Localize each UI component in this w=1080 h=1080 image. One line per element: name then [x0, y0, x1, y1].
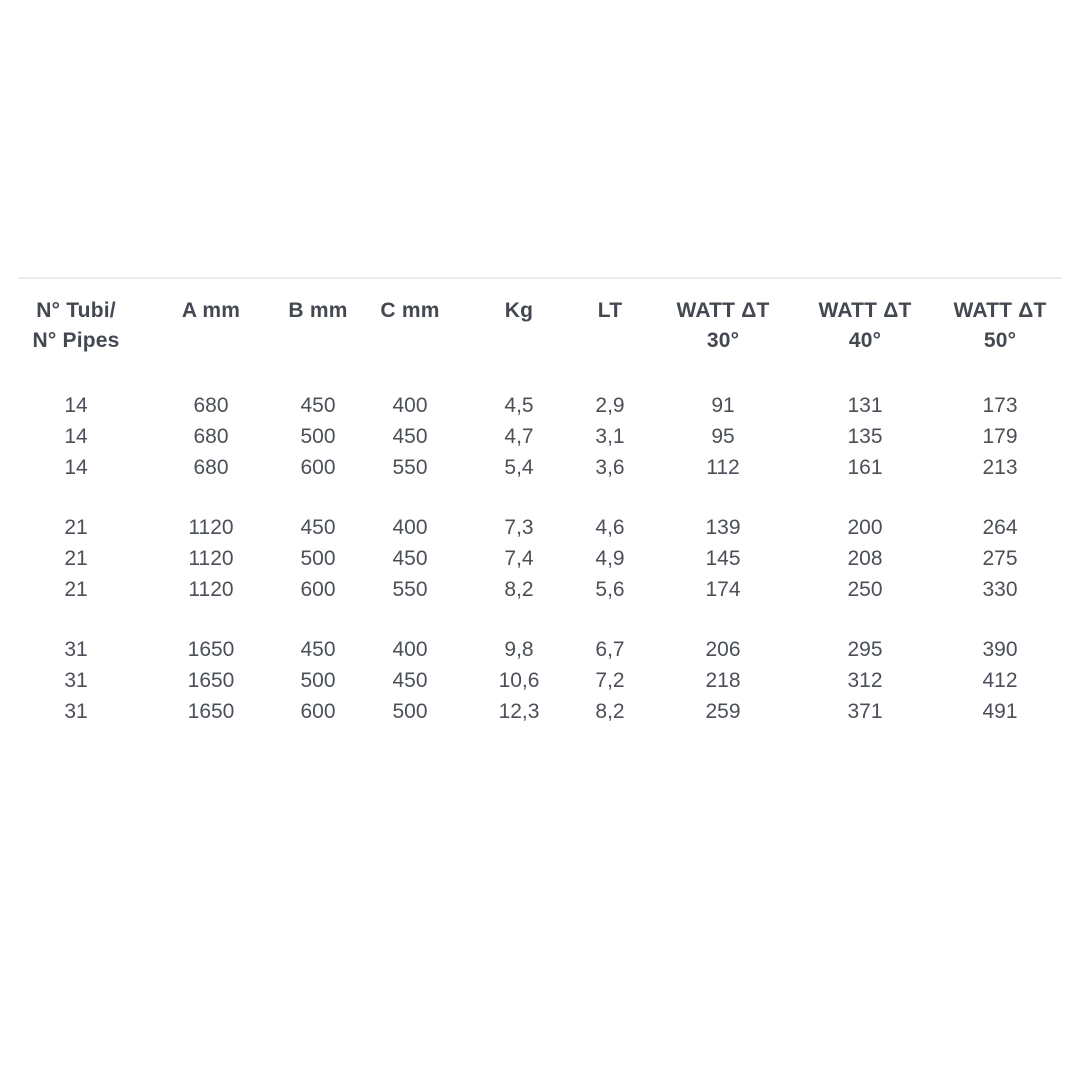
- table-cell-pipes: 14: [64, 394, 88, 417]
- table-row: [18, 543, 1062, 574]
- table-cell-watt-40: 371: [847, 700, 883, 723]
- table-cell-lt: 2,9: [595, 394, 625, 417]
- table-cell-pipes: 31: [64, 638, 88, 661]
- table-cell-b-mm: 600: [300, 700, 336, 723]
- table-cell-watt-30: 145: [705, 547, 741, 570]
- table-cell-b-mm: 450: [300, 516, 336, 539]
- table-cell-watt-30: 91: [711, 394, 735, 417]
- column-header-b-mm: [288, 296, 348, 356]
- table-cell-watt-40: 208: [847, 547, 883, 570]
- column-header-a-mm-line1: A mm: [181, 299, 241, 322]
- table-cell-a-mm: 1650: [187, 669, 235, 692]
- table-cell-a-mm: 1120: [188, 547, 234, 570]
- column-header-watt-30-line2: 30°: [706, 329, 740, 352]
- table-cell-watt-40: 312: [847, 669, 883, 692]
- column-header-pipes-line1: N° Tubi/: [36, 299, 116, 322]
- table-cell-pipes: 31: [64, 669, 88, 692]
- table-row-group: [18, 634, 1062, 727]
- spec-table: [18, 277, 1062, 727]
- column-header-pipes: [18, 296, 134, 356]
- column-header-watt-50-line1: WATT ΔT: [953, 299, 1047, 322]
- table-cell-lt: 8,2: [595, 700, 625, 723]
- table-cell-watt-30: 139: [705, 516, 741, 539]
- table-cell-watt-50: 390: [982, 638, 1018, 661]
- table-cell-watt-40: 135: [847, 425, 883, 448]
- column-header-lt: [566, 296, 654, 356]
- column-header-c-mm-line1: C mm: [380, 299, 440, 322]
- table-row: [18, 574, 1062, 605]
- table-cell-c-mm: 450: [392, 669, 428, 692]
- table-cell-watt-50: 491: [982, 700, 1018, 723]
- table-row: [18, 696, 1062, 727]
- column-header-b-mm-line1: B mm: [288, 299, 348, 322]
- table-cell-watt-30: 206: [705, 638, 741, 661]
- table-cell-watt-50: 412: [982, 669, 1018, 692]
- table-cell-b-mm: 600: [300, 578, 336, 601]
- table-cell-pipes: 14: [64, 425, 88, 448]
- table-cell-pipes: 31: [64, 700, 88, 723]
- table-cell-watt-40: 161: [847, 456, 883, 479]
- table-cell-lt: 5,6: [595, 578, 625, 601]
- table-cell-b-mm: 450: [300, 394, 336, 417]
- table-cell-a-mm: 680: [193, 425, 229, 448]
- table-cell-b-mm: 600: [300, 456, 336, 479]
- column-header-kg: [472, 296, 566, 356]
- table-cell-a-mm: 680: [193, 456, 229, 479]
- table-cell-lt: 6,7: [595, 638, 625, 661]
- table-cell-pipes: 21: [64, 516, 88, 539]
- table-cell-watt-30: 174: [705, 578, 741, 601]
- column-header-watt-40-line1: WATT ΔT: [818, 299, 912, 322]
- table-cell-watt-40: 200: [847, 516, 883, 539]
- table-cell-a-mm: 1120: [188, 578, 234, 601]
- table-cell-b-mm: 500: [300, 425, 336, 448]
- table-cell-lt: 4,9: [595, 547, 625, 570]
- table-cell-c-mm: 400: [392, 516, 428, 539]
- table-cell-lt: 3,1: [595, 425, 625, 448]
- table-cell-c-mm: 500: [392, 700, 428, 723]
- column-header-watt-30-line1: WATT ΔT: [676, 299, 770, 322]
- table-cell-kg: 9,8: [504, 638, 534, 661]
- table-cell-lt: 4,6: [595, 516, 625, 539]
- column-header-kg-line1: Kg: [504, 299, 534, 322]
- table-cell-watt-30: 112: [706, 456, 740, 479]
- table-cell-c-mm: 400: [392, 638, 428, 661]
- table-cell-kg: 8,2: [504, 578, 534, 601]
- table-cell-kg: 10,6: [498, 669, 540, 692]
- table-row: [18, 390, 1062, 421]
- table-cell-watt-50: 173: [982, 394, 1018, 417]
- table-cell-watt-40: 250: [847, 578, 883, 601]
- table-cell-a-mm: 680: [193, 394, 229, 417]
- table-cell-kg: 4,7: [504, 425, 534, 448]
- table-row-group: [18, 512, 1062, 605]
- column-header-c-mm: [348, 296, 472, 356]
- table-cell-c-mm: 450: [392, 425, 428, 448]
- column-header-a-mm: [134, 296, 288, 356]
- table-cell-watt-30: 95: [711, 425, 735, 448]
- table-body: [18, 390, 1062, 727]
- table-cell-lt: 7,2: [595, 669, 625, 692]
- table-cell-watt-40: 131: [847, 394, 883, 417]
- table-cell-kg: 5,4: [504, 456, 534, 479]
- table-cell-pipes: 14: [64, 456, 88, 479]
- table-cell-watt-40: 295: [847, 638, 883, 661]
- table-cell-c-mm: 400: [392, 394, 428, 417]
- table-cell-watt-50: 275: [982, 547, 1018, 570]
- column-header-watt-40: [792, 296, 938, 356]
- table-cell-pipes: 21: [64, 547, 88, 570]
- table-cell-watt-30: 259: [705, 700, 741, 723]
- table-cell-watt-50: 213: [982, 456, 1018, 479]
- table-cell-a-mm: 1650: [187, 700, 235, 723]
- table-cell-b-mm: 500: [300, 547, 336, 570]
- table-cell-a-mm: 1120: [188, 516, 234, 539]
- table-row: [18, 452, 1062, 483]
- table-row: [18, 512, 1062, 543]
- table-row: [18, 421, 1062, 452]
- table-cell-watt-50: 179: [982, 425, 1018, 448]
- table-cell-kg: 7,3: [504, 516, 534, 539]
- table-cell-c-mm: 450: [392, 547, 428, 570]
- table-cell-pipes: 21: [64, 578, 88, 601]
- table-cell-b-mm: 500: [300, 669, 336, 692]
- table-cell-b-mm: 450: [300, 638, 336, 661]
- column-header-watt-50: [938, 296, 1062, 356]
- table-row-group: [18, 390, 1062, 483]
- table-cell-watt-30: 218: [705, 669, 741, 692]
- table-cell-kg: 7,4: [504, 547, 534, 570]
- column-header-lt-line1: LT: [597, 299, 623, 322]
- table-cell-kg: 4,5: [504, 394, 534, 417]
- table-cell-c-mm: 550: [392, 456, 428, 479]
- column-header-watt-30: [654, 296, 792, 356]
- table-cell-lt: 3,6: [595, 456, 625, 479]
- table-row: [18, 665, 1062, 696]
- table-cell-a-mm: 1650: [187, 638, 235, 661]
- table-cell-kg: 12,3: [498, 700, 540, 723]
- table-cell-watt-50: 264: [982, 516, 1018, 539]
- table-cell-c-mm: 550: [392, 578, 428, 601]
- column-header-pipes-line2: N° Pipes: [32, 329, 120, 352]
- column-header-watt-50-line2: 50°: [983, 329, 1017, 352]
- table-cell-watt-50: 330: [982, 578, 1018, 601]
- table-header-row: [18, 279, 1062, 356]
- table-row: [18, 634, 1062, 665]
- column-header-watt-40-line2: 40°: [848, 329, 882, 352]
